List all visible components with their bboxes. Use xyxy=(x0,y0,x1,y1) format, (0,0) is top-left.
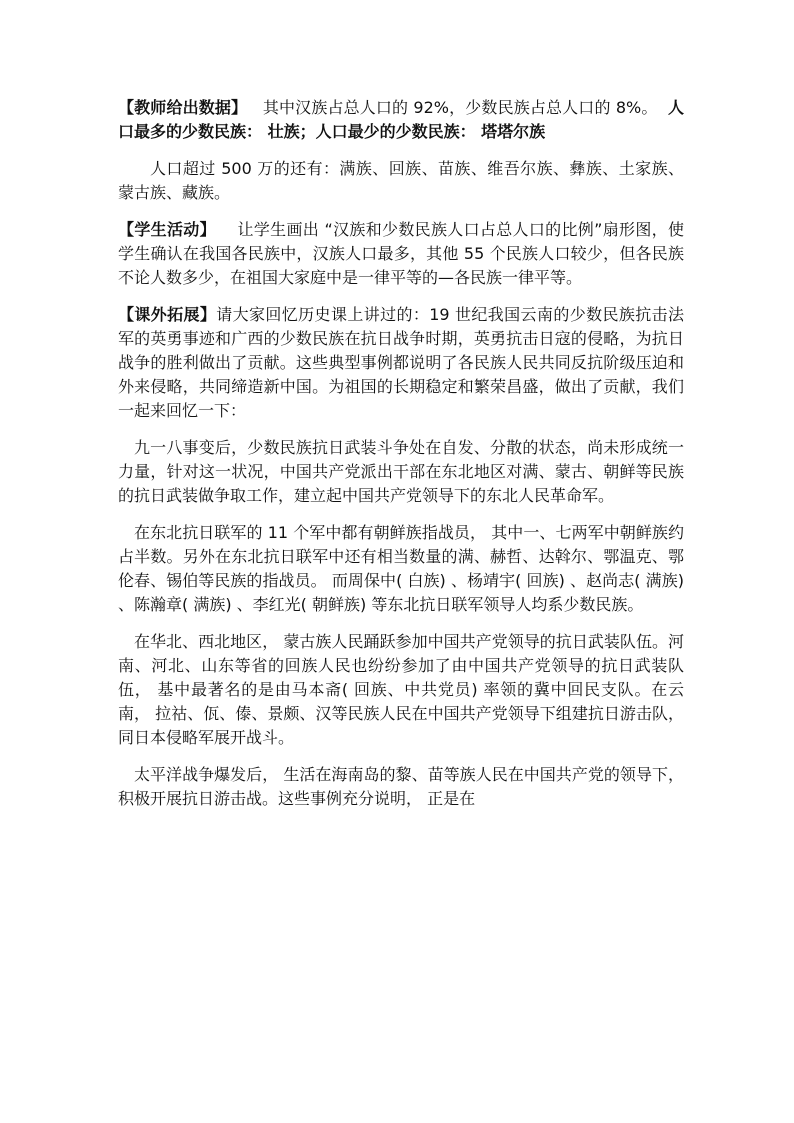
extension-heading: 【课外拓展】 xyxy=(118,305,217,324)
paragraph-population-over-5m xyxy=(118,157,684,205)
document-page xyxy=(118,96,684,824)
teacher-data-text: 其中汉族占总人口的 92%，少数民族占总人口的 8%。 xyxy=(262,98,658,117)
north-northwest-text: 在华北、西北地区， 蒙古族人民踊跃参加中国共产党领导的抗日武装队伍。河南、河北、山东等省的回族人民也纷纷参加了由中国共产党领导的抗日武装队伍， 基中最著名的是由马本斋( 回族、中共党员) 率领的冀中回民支队。在云南， 拉祜、佤、傣、景颇、汉等民族人民在中国共产党领导下组建抗日游击队， 同日本侵略军展开战斗。 xyxy=(118,632,684,747)
student-activity-text: 让学生画出 “汉族和少数民族人口占总人口的比例”扇形图，使学生确认在我国各民族中，汉族人口最多，其他 55 个民族人口较少，但各民族不论人数多少，在祖国大家庭中是一律平等的—各民族一律平等。 xyxy=(118,220,684,287)
paragraph-extension xyxy=(118,303,684,423)
extension-text: 请大家回忆历史课上讲过的：19 世纪我国云南的少数民族抗击法军的英勇事迹和广西的少数民族在抗日战争时期，英勇抗击日寇的侵略，为抗日战争的胜利做出了贡献。这些典型事例都说明了各民族人民共同反抗阶级压迫和外来侵略，共同缔造新中国。为祖国的长期稳定和繁荣昌盛，做出了贡献，我们一起来回忆一下： xyxy=(118,305,684,420)
population-over-5m-text: 人口超过 500 万的还有：满族、回族、苗族、维吾尔族、彝族、土家族、蒙古族、藏族。 xyxy=(118,159,684,202)
paragraph-teacher-data xyxy=(118,96,684,144)
paragraph-north-northwest xyxy=(118,630,684,750)
paragraph-northeast-army xyxy=(118,521,684,617)
paragraph-pacific-war xyxy=(118,763,684,811)
sept18-text: 九一八事变后，少数民族抗日武装斗争处在自发、分散的状态，尚未形成统一力量，针对这一状况，中国共产党派出干部在东北地区对满、蒙古、朝鲜等民族的抗日武装做争取工作，建立起中国共产党领导下的东北人民革命军。 xyxy=(118,438,684,505)
paragraph-sept18 xyxy=(118,436,684,508)
student-activity-heading: 【学生活动】 xyxy=(118,220,216,239)
pacific-war-text: 太平洋战争爆发后， 生活在海南岛的黎、苗等族人民在中国共产党的领导下， 积极开展抗日游击战。这些事例充分说明， 正是在 xyxy=(118,765,684,808)
paragraph-student-activity xyxy=(118,218,684,290)
teacher-data-heading: 【教师给出数据】 xyxy=(118,98,248,117)
teacher-data-bold: 人口最多的少数民族： 壮族；人口最少的少数民族： 塔塔尔族 xyxy=(118,98,684,141)
northeast-army-text: 在东北抗日联军的 11 个军中都有朝鲜族指战员， 其中一、七两军中朝鲜族约占半数。另外在东北抗日联军中还有相当数量的满、赫哲、达斡尔、鄂温克、鄂伦春、锡伯等民族的指战员。 而周保中( 白族) 、杨靖宇( 回族) 、赵尚志( 满族) 、陈瀚章( 满族) 、李红光( 朝鲜族) 等东北抗日联军领导人均系少数民族。 xyxy=(118,523,684,614)
